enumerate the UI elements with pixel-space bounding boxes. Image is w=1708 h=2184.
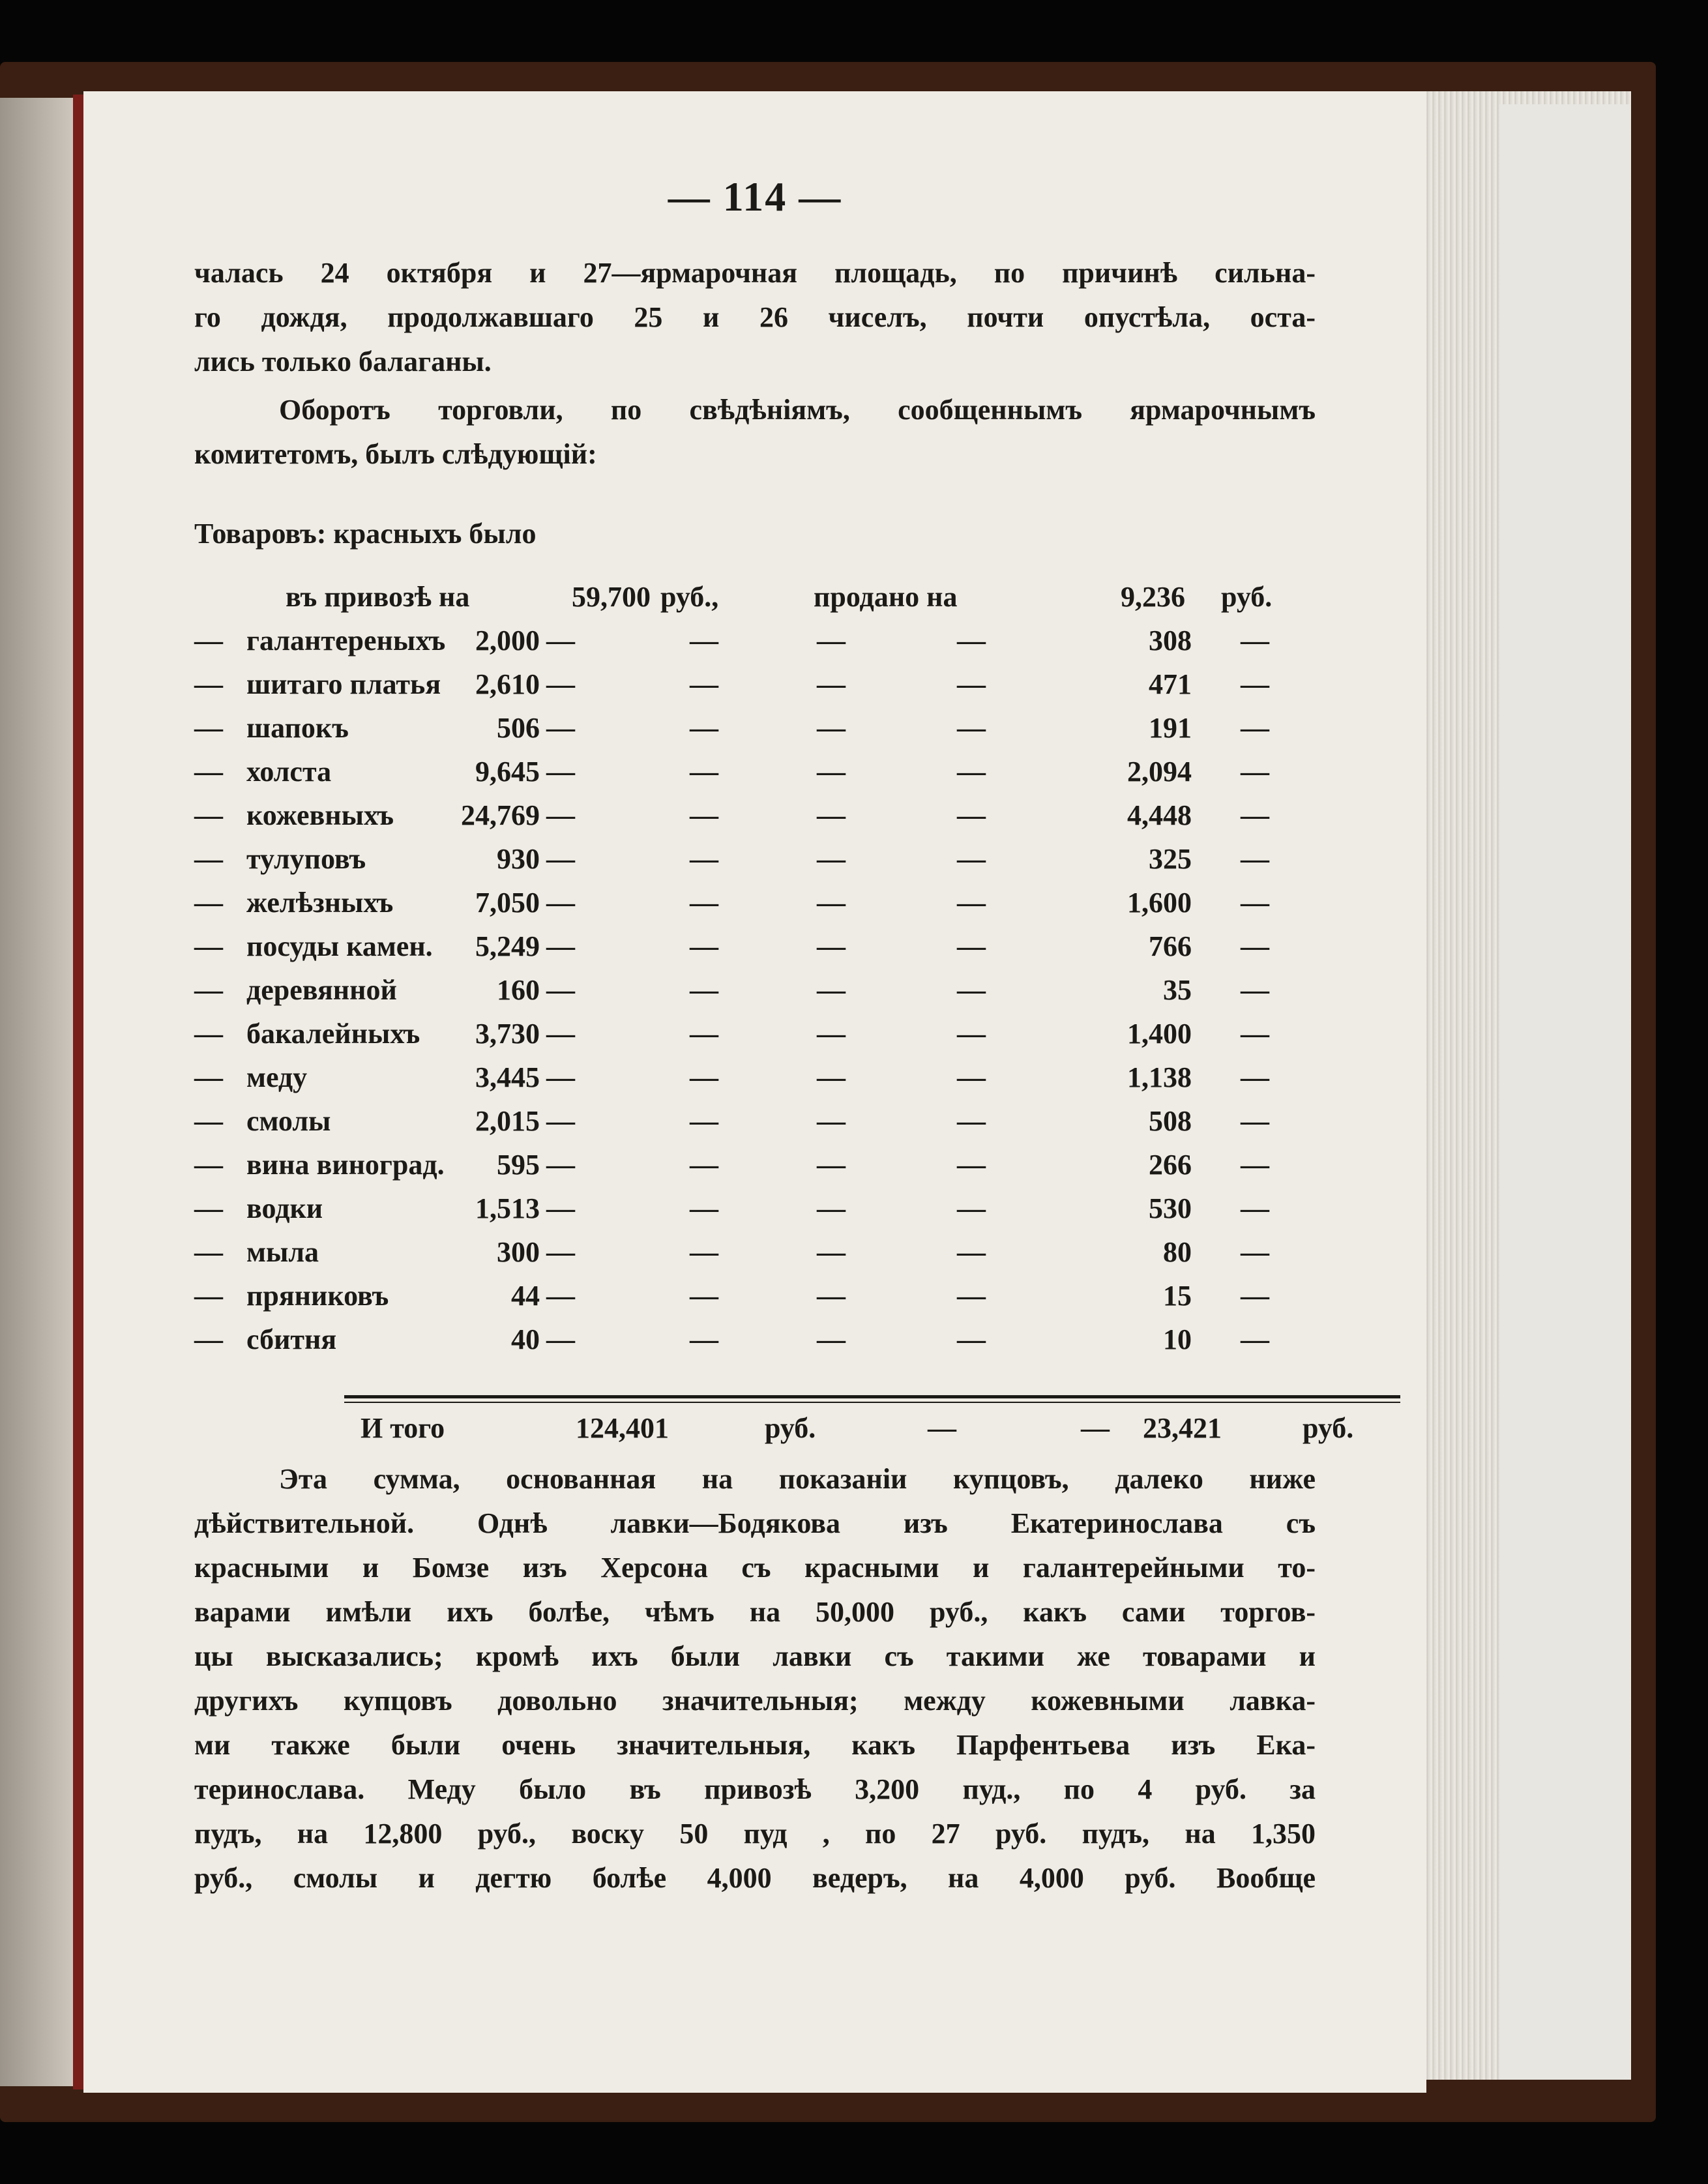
- text-line: Эта сумма, основанная на показаніи купцовъ, далеко ниже: [279, 1463, 1316, 1495]
- row-label: сбитня: [246, 1323, 337, 1355]
- total-label: И того: [361, 1412, 445, 1444]
- row-sold: 35: [1163, 974, 1192, 1006]
- intro-paragraph: [194, 251, 1316, 384]
- row-dash: —: [546, 974, 575, 1006]
- row-label: шитаго платья: [246, 668, 441, 700]
- left-page-edge: [0, 98, 80, 2086]
- row-label: шапокъ: [246, 712, 349, 744]
- row-dash: —: [957, 1236, 986, 1268]
- row-dash: —: [690, 1280, 718, 1312]
- text-line: дѣйствительной. Однѣ лавки—Бодякова изъ Екатеринослава съ: [194, 1507, 1316, 1539]
- row-dash: —: [546, 799, 575, 831]
- row-dash: —: [957, 1192, 986, 1224]
- row-sold: 266: [1149, 1149, 1192, 1181]
- row-dash: —: [690, 1192, 718, 1224]
- row-sold: 9,236: [1121, 581, 1185, 613]
- total-dash: —: [928, 1412, 956, 1444]
- row-dash: —: [1241, 712, 1269, 744]
- row-quantity: 595: [497, 1149, 540, 1181]
- row-quantity: 506: [497, 712, 540, 744]
- row-dash: —: [690, 974, 718, 1006]
- table-row: [194, 1192, 1368, 1235]
- row-dash: —: [194, 974, 223, 1006]
- table-row: [194, 1148, 1368, 1192]
- table-row: [194, 580, 1368, 624]
- row-dash: —: [957, 974, 986, 1006]
- row-dash: —: [690, 1323, 718, 1355]
- table-row: [194, 668, 1368, 711]
- row-dash: —: [1241, 1018, 1269, 1050]
- row-quantity: 3,445: [475, 1061, 540, 1093]
- text-line: лись только балаганы.: [194, 346, 492, 377]
- row-dash: —: [194, 1061, 223, 1093]
- total-dash: —: [1081, 1412, 1110, 1444]
- row-dash: —: [817, 1236, 846, 1268]
- row-dash: —: [817, 1280, 846, 1312]
- row-dash: —: [690, 1236, 718, 1268]
- row-label: вина виноград.: [246, 1149, 445, 1181]
- row-sold: 2,094: [1127, 756, 1192, 788]
- row-dash: —: [690, 1018, 718, 1050]
- row-quantity: 9,645: [475, 756, 540, 788]
- row-label: холста: [246, 756, 332, 788]
- trade-table: [194, 580, 1368, 1366]
- row-dash: —: [690, 712, 718, 744]
- row-dash: —: [957, 1018, 986, 1050]
- row-dash: —: [1241, 887, 1269, 919]
- table-row: [194, 1017, 1368, 1061]
- text-line: теринослава. Меду было въ привозѣ 3,200 пуд., по 4 руб. за: [194, 1773, 1316, 1805]
- table-row: [194, 1104, 1368, 1148]
- book-spine: [73, 95, 83, 2089]
- row-quantity: 2,610: [475, 668, 540, 700]
- row-quantity: 160: [497, 974, 540, 1006]
- text-line: ми также были очень значительныя, какъ Парфентьева изъ Ека-: [194, 1729, 1316, 1761]
- row-dash: —: [194, 1149, 223, 1181]
- total-unit: руб.: [1303, 1412, 1354, 1444]
- row-dash: —: [1241, 843, 1269, 875]
- text-line: чалась 24 октября и 27—ярмарочная площадь, по причинѣ сильна-: [194, 257, 1316, 289]
- row-dash: —: [957, 799, 986, 831]
- row-dash: —: [194, 756, 223, 788]
- table-row: [194, 1323, 1368, 1366]
- row-label: посуды камен.: [246, 930, 433, 962]
- row-quantity: 5,249: [475, 930, 540, 962]
- row-unit: руб.: [1221, 581, 1273, 613]
- book-page: [83, 91, 1426, 2093]
- row-dash: —: [817, 1149, 846, 1181]
- row-sold: 766: [1149, 930, 1192, 962]
- row-dash: —: [546, 1323, 575, 1355]
- table-row: [194, 973, 1368, 1017]
- row-label: кожевныхъ: [246, 799, 394, 831]
- row-label: меду: [246, 1061, 308, 1093]
- row-unit: руб.,: [660, 581, 719, 613]
- total-rule-thin: [344, 1402, 1400, 1403]
- closing-paragraph: [194, 1457, 1316, 1900]
- row-dash: —: [817, 756, 846, 788]
- row-label: пряниковъ: [246, 1280, 389, 1312]
- row-sold: 1,400: [1127, 1018, 1192, 1050]
- row-dash: —: [194, 1323, 223, 1355]
- row-dash: —: [690, 930, 718, 962]
- row-dash: —: [817, 887, 846, 919]
- table-row: [194, 755, 1368, 799]
- row-dash: —: [957, 712, 986, 744]
- row-dash: —: [817, 1323, 846, 1355]
- row-quantity: 7,050: [475, 887, 540, 919]
- row-quantity: 40: [511, 1323, 540, 1355]
- row-dash: —: [957, 756, 986, 788]
- row-label: тулуповъ: [246, 843, 366, 875]
- row-label: галантереныхъ: [246, 625, 446, 657]
- text-line: красными и Бомзе изъ Херсона съ красными и галантерейными то-: [194, 1552, 1316, 1584]
- row-label: желѣзныхъ: [246, 887, 394, 919]
- row-dash: —: [546, 756, 575, 788]
- text-line: цы высказались; кромѣ ихъ были лавки съ такими же товарами и: [194, 1640, 1316, 1672]
- row-dash: —: [546, 887, 575, 919]
- total-rule: [344, 1395, 1400, 1398]
- row-dash: —: [194, 1192, 223, 1224]
- row-dash: —: [1241, 1105, 1269, 1137]
- row-dash: —: [817, 668, 846, 700]
- row-dash: —: [194, 1018, 223, 1050]
- row-sold: 80: [1163, 1236, 1192, 1268]
- row-dash: —: [957, 887, 986, 919]
- row-dash: —: [957, 930, 986, 962]
- row-dash: —: [1241, 625, 1269, 657]
- row-dash: —: [817, 1061, 846, 1093]
- row-dash: —: [817, 930, 846, 962]
- row-dash: —: [546, 1192, 575, 1224]
- row-quantity: 1,513: [475, 1192, 540, 1224]
- row-dash: —: [957, 1061, 986, 1093]
- text-line: Оборотъ торговли, по свѣдѣніямъ, сообщеннымъ ярмарочнымъ: [279, 394, 1316, 426]
- row-dash: —: [194, 843, 223, 875]
- text-line: варами имѣли ихъ болѣе, чѣмъ на 50,000 руб., какъ сами торгов-: [194, 1596, 1316, 1628]
- table-row: [194, 711, 1368, 755]
- row-dash: —: [817, 843, 846, 875]
- row-sold: 508: [1149, 1105, 1192, 1137]
- row-label: деревянной: [246, 974, 397, 1006]
- row-label: водки: [246, 1192, 323, 1224]
- row-dash: —: [194, 712, 223, 744]
- row-sold: 191: [1149, 712, 1192, 744]
- row-dash: —: [1241, 974, 1269, 1006]
- row-dash: —: [194, 1105, 223, 1137]
- page-number: — 114 —: [668, 173, 842, 220]
- row-dash: —: [194, 1236, 223, 1268]
- row-dash: —: [194, 887, 223, 919]
- row-dash: —: [690, 799, 718, 831]
- table-row: [194, 930, 1368, 973]
- row-dash: —: [194, 668, 223, 700]
- sold-label: продано на: [814, 581, 958, 613]
- row-dash: —: [690, 1061, 718, 1093]
- back-sheet: [1499, 104, 1630, 2080]
- table-row: [194, 799, 1368, 842]
- row-dash: —: [546, 625, 575, 657]
- row-label: мыла: [246, 1236, 319, 1268]
- total-quantity: 124,401: [576, 1412, 669, 1444]
- row-dash: —: [546, 1149, 575, 1181]
- table-row: [194, 886, 1368, 930]
- row-dash: —: [546, 1236, 575, 1268]
- row-label: въ привозѣ на: [286, 581, 470, 613]
- row-label: бакалейныхъ: [246, 1018, 420, 1050]
- row-quantity: 2,015: [475, 1105, 540, 1137]
- row-dash: —: [546, 668, 575, 700]
- text-line: другихъ купцовъ довольно значительныя; между кожевными лавка-: [194, 1685, 1316, 1717]
- total-row: [361, 1411, 1404, 1456]
- table-row: [194, 624, 1368, 668]
- row-quantity: 44: [511, 1280, 540, 1312]
- row-sold: 10: [1163, 1323, 1192, 1355]
- row-dash: —: [690, 1105, 718, 1137]
- text-line: руб., смолы и дегтю болѣе 4,000 ведеръ, на 4,000 руб. Вообще: [194, 1862, 1316, 1894]
- row-quantity: 2,000: [475, 625, 540, 657]
- row-dash: —: [1241, 930, 1269, 962]
- table-row: [194, 1279, 1368, 1323]
- row-dash: —: [1241, 799, 1269, 831]
- row-sold: 325: [1149, 843, 1192, 875]
- row-dash: —: [957, 668, 986, 700]
- row-dash: —: [817, 625, 846, 657]
- row-dash: —: [194, 1280, 223, 1312]
- row-dash: —: [817, 799, 846, 831]
- row-dash: —: [817, 1192, 846, 1224]
- row-dash: —: [690, 887, 718, 919]
- row-dash: —: [817, 712, 846, 744]
- row-dash: —: [817, 974, 846, 1006]
- row-dash: —: [546, 1018, 575, 1050]
- row-dash: —: [1241, 1280, 1269, 1312]
- row-dash: —: [817, 1018, 846, 1050]
- row-sold: 1,600: [1127, 887, 1192, 919]
- row-dash: —: [690, 668, 718, 700]
- text-line: комитетомъ, былъ слѣдующій:: [194, 438, 597, 470]
- row-dash: —: [817, 1105, 846, 1137]
- row-dash: —: [1241, 1236, 1269, 1268]
- table-row: [194, 1235, 1368, 1279]
- row-dash: —: [957, 625, 986, 657]
- row-sold: 308: [1149, 625, 1192, 657]
- row-dash: —: [546, 1105, 575, 1137]
- row-dash: —: [546, 843, 575, 875]
- row-dash: —: [690, 625, 718, 657]
- row-dash: —: [690, 756, 718, 788]
- text-line: го дождя, продолжавшаго 25 и 26 чиселъ, почти опустѣла, оста-: [194, 301, 1316, 333]
- row-dash: —: [957, 843, 986, 875]
- row-sold: 1,138: [1127, 1061, 1192, 1093]
- row-dash: —: [690, 843, 718, 875]
- total-unit: руб.: [765, 1412, 816, 1444]
- total-sold: 23,421: [1143, 1412, 1222, 1444]
- row-dash: —: [194, 625, 223, 657]
- row-quantity: 3,730: [475, 1018, 540, 1050]
- goods-heading: Товаровъ: красныхъ было: [194, 518, 537, 550]
- row-dash: —: [194, 930, 223, 962]
- row-dash: —: [1241, 1192, 1269, 1224]
- row-dash: —: [1241, 756, 1269, 788]
- row-quantity: 300: [497, 1236, 540, 1268]
- table-row: [194, 1061, 1368, 1104]
- row-dash: —: [194, 799, 223, 831]
- row-dash: —: [1241, 668, 1269, 700]
- row-sold: 471: [1149, 668, 1192, 700]
- row-sold: 4,448: [1127, 799, 1192, 831]
- row-quantity: 59,700: [572, 581, 651, 613]
- row-dash: —: [1241, 1149, 1269, 1181]
- row-dash: —: [546, 712, 575, 744]
- turnover-paragraph: [194, 388, 1316, 477]
- row-label: смолы: [246, 1105, 331, 1137]
- text-line: пудъ, на 12,800 руб., воску 50 пуд , по 27 руб. пудъ, на 1,350: [194, 1818, 1316, 1850]
- table-row: [194, 842, 1368, 886]
- row-dash: —: [957, 1105, 986, 1137]
- row-dash: —: [1241, 1061, 1269, 1093]
- row-dash: —: [546, 1061, 575, 1093]
- row-dash: —: [546, 1280, 575, 1312]
- row-dash: —: [690, 1149, 718, 1181]
- row-sold: 530: [1149, 1192, 1192, 1224]
- row-dash: —: [957, 1280, 986, 1312]
- row-dash: —: [957, 1149, 986, 1181]
- row-quantity: 930: [497, 843, 540, 875]
- row-sold: 15: [1163, 1280, 1192, 1312]
- row-quantity: 24,769: [461, 799, 540, 831]
- row-dash: —: [957, 1323, 986, 1355]
- row-dash: —: [1241, 1323, 1269, 1355]
- row-dash: —: [546, 930, 575, 962]
